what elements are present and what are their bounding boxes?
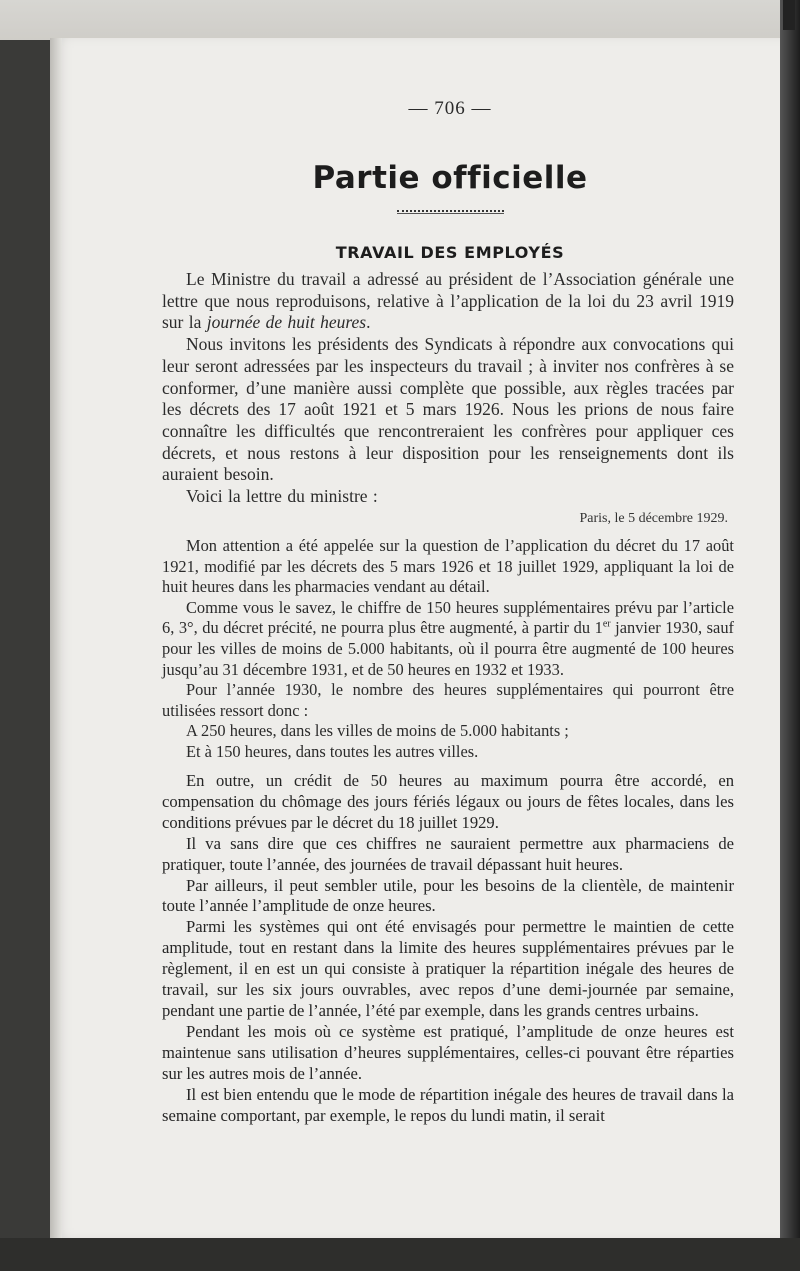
scanner-backdrop-top [0, 0, 800, 40]
superscript-er: er [602, 618, 611, 630]
paragraph: Pendant les mois où ce système est pratiqué, l’amplitude de onze heures est maintenue sans utilisation d’heures supplémentaires, celles-ci pouvant être réparties sur les autres mois de l’année. [162, 1021, 734, 1083]
section-heading: TRAVAIL DES EMPLOYÉS [335, 243, 565, 262]
paragraph: Nous invitons les présidents des Syndicats à répondre aux convocations qui leur seront adressées par les inspecteurs du travail ; à inviter nos confrères à se conformer, d’une manière aussi complète que possible, aux règles tracées par les décrets des 17 août 1921 et 5 mars 1926. Nous les prions de nous faire connaître les difficultés que rencontreraient les confrères pour appliquer ces décrets, et nous restons à leur disposition pour les renseignements dont ils auraient besoin. [162, 334, 734, 485]
intro-text-end: . [366, 312, 371, 333]
intro-emphasis: journée de huit heures [206, 312, 367, 333]
paragraph: Il est bien entendu que le mode de répartition inégale des heures de travail dans la semaine comportant, par exemple, le repos du lundi matin, il serait [162, 1084, 734, 1125]
intro-paragraph [162, 269, 734, 334]
paragraph: Par ailleurs, il peut sembler utile, pour les besoins de la clientèle, de maintenir toute l’année l’amplitude de onze heures. [162, 875, 734, 916]
paragraph: Pour l’année 1930, le nombre des heures supplémentaires qui pourront être utilisées ressort donc : [162, 680, 734, 720]
page-number: — 706 — [408, 98, 492, 119]
page-binding-edge [50, 38, 62, 1238]
title-divider [397, 210, 504, 212]
paragraph: Il va sans dire que ces chiffres ne sauraient permettre aux pharmaciens de pratiquer, toute l’année, des journées de travail dépassant huit heures. [162, 833, 734, 874]
intro-text: Le Ministre du travail a adressé au président de l’Association générale une lettre que nous reproduisons, relative à l’application de la loi du 23 avril 1919 sur la [162, 269, 734, 333]
page-title: Partie officielle [312, 160, 588, 196]
article-text: Comme vous le savez, le chiffre de 150 heures supplémentaires prévu par l’article 6, 3°, du décret précité, ne pourra plus être augmenté, à partir du 1 [162, 597, 734, 638]
paragraph: Mon attention a été appelée sur la question de l’application du décret du 17 août 1921, modifié par les décrets des 5 mars 1926 et 18 juillet 1929, appliquant la loi de huit heures dans les pharmacies vendant au détail. [162, 536, 734, 597]
intro-text-block [162, 269, 734, 508]
paragraph: Voici la lettre du ministre : [186, 486, 378, 507]
scanner-backdrop-bottom [0, 1238, 800, 1271]
letter-text-block-2 [162, 771, 734, 1126]
letter-dateline: Paris, le 5 décembre 1929. [579, 511, 728, 526]
paragraph: Et à 150 heures, dans toutes les autres villes. [186, 741, 479, 761]
paragraph: En outre, un crédit de 50 heures au maximum pourra être accordé, en compensation du chômage des jours fériés légaux ou jours de fêtes locales, dans les conditions prévues par le décret du 18 juillet 1929. [162, 771, 734, 832]
letter-text-block-1 [162, 536, 734, 763]
article-paragraph [162, 598, 734, 680]
article-text-end: janvier 1930, sauf pour les villes de moins de 5.000 habitants, où il pourra être augmenté de 100 heures jusqu’au 31 décembre 1931, et de 50 heures en 1932 et 1933. [162, 618, 734, 679]
paragraph: Parmi les systèmes qui ont été envisagés pour permettre le maintien de cette amplitude, tout en restant dans la limite des heures supplémentaires prévues par le règlement, il en est un qui consiste à pratiquer la répartition inégale des heures de travail, sur les six jours ouvrables, avec repos d’une demi-journée par semaine, pendant une partie de l’année, l’été par exemple, dans les grands centres urbains. [162, 917, 734, 1020]
scanner-edge-notch [783, 0, 795, 30]
paragraph: A 250 heures, dans les villes de moins de 5.000 habitants ; [186, 721, 569, 741]
title-divider-underline [397, 213, 504, 214]
